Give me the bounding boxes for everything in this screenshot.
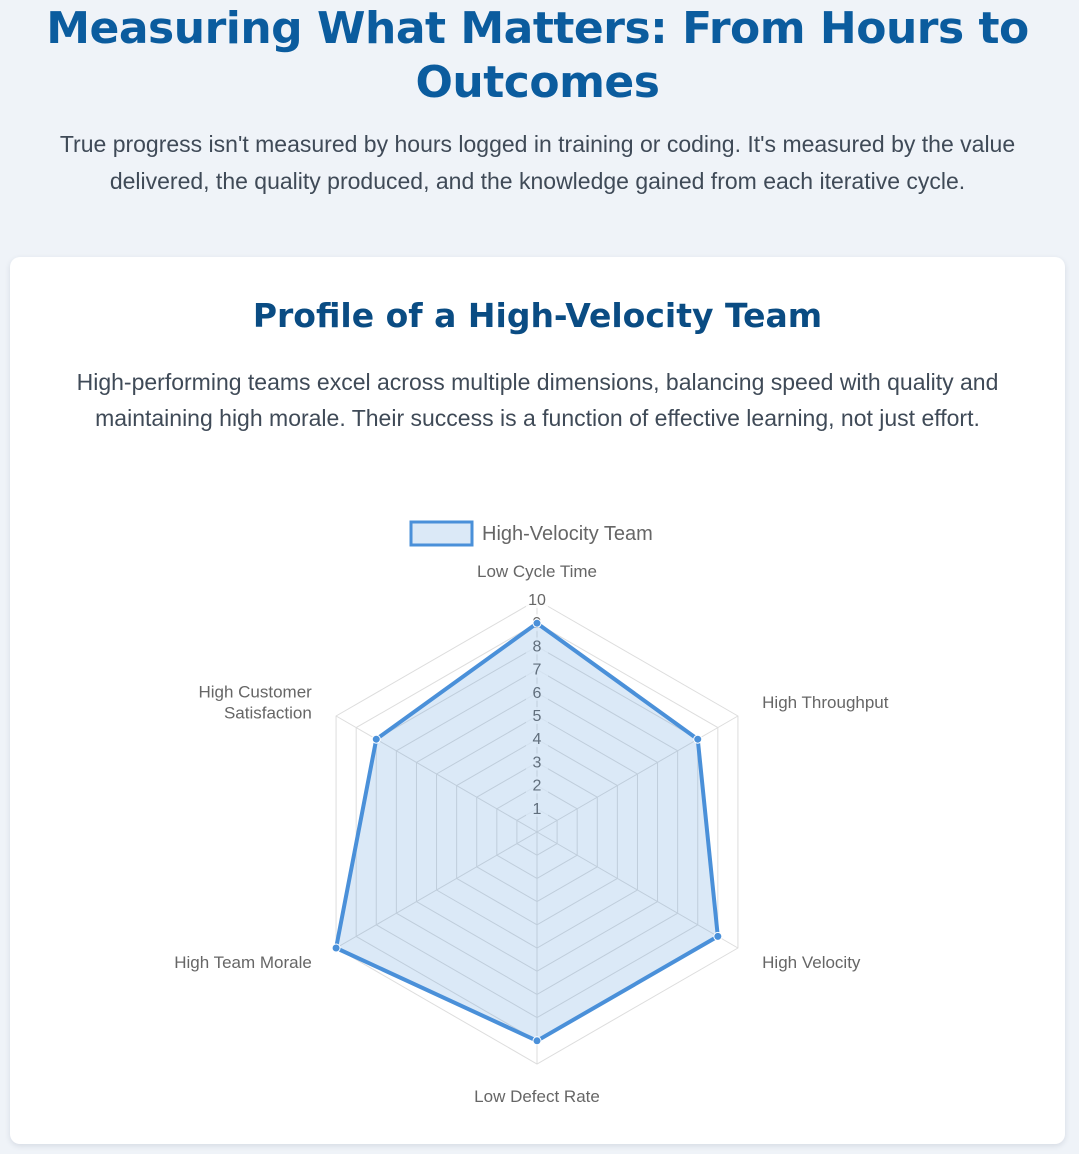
tick-label: 10 — [528, 592, 546, 609]
axis-label-line: High Customer — [198, 682, 312, 702]
data-point — [714, 932, 722, 940]
axis-label — [762, 693, 889, 712]
card-description: High-performing teams excel across multiple dimensions, balancing speed with quality and maintaining high morale. Their success is a function of effective learning, not just effort. — [76, 369, 999, 431]
data-point — [533, 1037, 541, 1045]
axis-label-line: Satisfaction — [223, 703, 312, 723]
card-title: Profile of a High-Velocity Team — [252, 296, 823, 335]
series-area — [336, 623, 718, 1041]
series-layer — [332, 619, 722, 1045]
legend-swatch — [411, 522, 472, 545]
chart-legend[interactable] — [411, 522, 653, 545]
axis-label — [174, 953, 312, 972]
axis-label — [477, 562, 597, 581]
axis-label — [198, 683, 312, 723]
data-point — [533, 619, 541, 627]
data-point — [332, 944, 340, 952]
axis-label — [474, 1087, 600, 1106]
axis-label — [762, 953, 861, 972]
axis-label-line: High Throughput — [762, 693, 889, 712]
axis-label-line: Low Cycle Time — [477, 562, 597, 581]
data-point — [372, 735, 380, 743]
data-point — [694, 735, 702, 743]
intro-text: True progress isn't measured by hours logged in training or coding. It's measured by the value delivered, the quality produced, and the knowledge gained from each iterative cycle. — [59, 131, 1016, 194]
legend-label: High-Velocity Team — [482, 523, 653, 545]
axis-label-line: Low Defect Rate — [474, 1087, 600, 1106]
axis-label-line: High Velocity — [762, 953, 861, 972]
page-title: Measuring What Matters: From Hours to Outcomes — [46, 3, 1029, 108]
axis-label-line: High Team Morale — [174, 953, 312, 972]
